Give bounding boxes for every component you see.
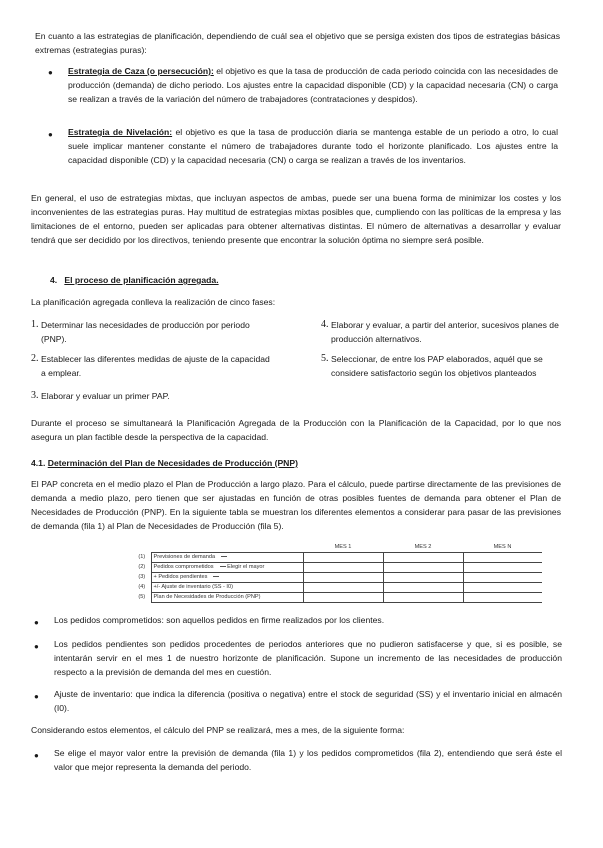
table-cell <box>303 573 383 583</box>
bracket-mark-icon <box>220 566 226 567</box>
phase-number: 2. <box>31 353 39 364</box>
table-header-row <box>133 543 542 553</box>
phase-number: 1. <box>31 319 39 330</box>
bracket-mark-icon <box>213 576 219 577</box>
pnp-table <box>133 543 542 603</box>
bracket-mark-icon <box>221 556 227 557</box>
phase-text: Determinar las necesidades de producción por periodo (PNP). <box>41 320 250 344</box>
table-cell <box>303 583 383 593</box>
bullet-icon: ● <box>34 692 39 701</box>
table-cell <box>303 593 383 603</box>
phase-number: 3. <box>31 390 39 401</box>
row-number: (5) <box>133 593 151 603</box>
phase-text: Establecer las diferentes medidas de ajuste de la capacidad a emplear. <box>41 354 270 378</box>
bullet-icon: ● <box>34 618 39 627</box>
table-row <box>133 573 542 583</box>
def-item: Los pedidos comprometidos: son aquellos pedidos en firme realizados por los clientes. <box>54 615 385 625</box>
table-row <box>133 583 542 593</box>
section-4-number: 4. <box>50 275 58 285</box>
row-label: + Pedidos pendientes <box>151 573 303 583</box>
bullet-icon: ● <box>48 130 53 139</box>
table-header-cell: MES 2 <box>414 544 432 551</box>
row-label: Previsiones de demanda <box>151 553 303 563</box>
strategy-caza-text: el objetivo es que la tasa de producción de cada periodo coincida con las necesidades de producción (demanda) de dicho periodo. Los ajustes entre la capacidad disponible (CD) y la capacidad necesaria (CN) o carga se realizan a través de la variación del número de trabajadores (contrataciones y despidos). <box>68 66 558 104</box>
def-item: Los pedidos pendientes son pedidos procedentes de periodos anteriores que no pudieron satisfacerse y que, si es posible, se intentarán servir en el mes 1 de nuestro horizonte de planificación. Supone un incremento de las necesidades de producción respecto a la previsión de demanda del mes en cuestión. <box>54 639 562 677</box>
phase-text: Seleccionar, de entre los PAP elaborados, aquél que se considere satisfactorio según los objetivos planteados <box>331 354 543 378</box>
table-cell <box>303 563 383 573</box>
phase-text: Elaborar y evaluar un primer PAP. <box>41 391 170 401</box>
phase-number: 5. <box>321 353 329 364</box>
table-header-cell: MES N <box>493 544 512 551</box>
pnp-paragraph: El PAP concreta en el medio plazo el Plan de Producción a largo plazo. Para el cálculo, puede partirse directamente de las previsiones de demanda a medio plazo, pero tienen que ser ajustadas en función de otras posibles fuentes de demanda para obtener el Plan de Necesidades de Producción (PNP). En la siguiente tabla se muestran los diferentes elementos a considerar para pasar de las previsiones de demanda (fila 1) al Plan de Necesidades de Producción (fila 5). <box>31 479 561 531</box>
row-label: Pedidos comprometidos Elegir el mayor <box>151 563 303 573</box>
table-cell <box>383 583 463 593</box>
table-cell <box>463 583 542 593</box>
table-cell <box>383 593 463 603</box>
table-cell <box>463 563 542 573</box>
table-cell <box>303 553 383 563</box>
row-label: Plan de Necesidades de Producción (PNP) <box>151 593 303 603</box>
strategy-nivelacion-term: Estrategia de Nivelación: <box>68 127 173 137</box>
table-cell <box>463 573 542 583</box>
row-number: (2) <box>133 563 151 573</box>
strategy-nivelacion <box>68 126 558 168</box>
table-cell <box>383 573 463 583</box>
strategy-nivelacion-text: el objetivo es que la tasa de producción diaria se mantenga estable de un periodo a otro, lo cual suele implicar mantener constante el número de trabajadores durante todo el horizonte planificado. Los ajustes entre la capacidad disponible (CD) y la capacidad necesaria (CN) o carga se realizan a través de los inventarios. <box>68 127 558 165</box>
row-number: (3) <box>133 573 151 583</box>
table-header-cell: MES 1 <box>334 544 352 551</box>
def-item: Ajuste de inventario: que indica la diferencia (positiva o negativa) entre el stock de seguridad (SS) y el inventario inicial en almacén (I0). <box>54 689 562 713</box>
phase-number: 4. <box>321 319 329 330</box>
intro-paragraph: En cuanto a las estrategias de planificación, dependiendo de cuál sea el objetivo que se persiga existen dos tipos de estrategias básicas extremas (estrategias puras): <box>35 31 560 55</box>
strategy-caza-term: Estrategia de Caza (o persecución): <box>68 66 214 76</box>
parallel-paragraph: Durante el proceso se simultaneará la Planificación Agregada de la Producción con la Planificación de la Capacidad, por lo que nos asegura un plan factible desde la perspectiva de la capacidad. <box>31 418 561 442</box>
table-cell <box>463 593 542 603</box>
table-cell <box>463 553 542 563</box>
phase-text: Elaborar y evaluar, a partir del anterior, sucesivos planes de producción alternativos. <box>331 320 559 344</box>
general-paragraph: En general, el uso de estrategias mixtas, que incluyan aspectos de ambas, puede ser una buena forma de minimizar los costes y los inconvenientes de las estrategias puras. Hay multitud de estrategias mixtas posibles que, cumpliendo con las políticas de la empresa y las limitaciones de el entorno, pueden ser aplicadas para obtener alternativas distintas. El número de alternativas a desarrollar y evaluar tendrá que ser decidido por los directivos, teniendo presente que encontrar la solución óptima no siempre será posible. <box>31 193 561 245</box>
table-cell <box>383 563 463 573</box>
calc-item: Se elige el mayor valor entre la previsión de demanda (fila 1) y los pedidos comprometidos (fila 2), entendiendo que será éste el valor que mejor representa la demanda del periodo. <box>54 748 562 772</box>
section-4-title: El proceso de planificación agregada. <box>64 275 219 285</box>
table-row <box>133 593 542 603</box>
table-row <box>133 563 542 573</box>
bullet-icon: ● <box>48 68 53 77</box>
table-cell <box>383 553 463 563</box>
row-note: Elegir el mayor <box>227 564 265 571</box>
row-number: (4) <box>133 583 151 593</box>
section-41-title: Determinación del Plan de Necesidades de Producción (PNP) <box>47 458 298 468</box>
bullet-icon: ● <box>34 751 39 760</box>
row-number: (1) <box>133 553 151 563</box>
strategy-caza <box>68 65 558 107</box>
calc-intro: Considerando estos elementos, el cálculo del PNP se realizará, mes a mes, de la siguiente forma: <box>31 725 405 735</box>
phases-intro: La planificación agregada conlleva la realización de cinco fases: <box>31 297 276 307</box>
section-41-number: 4.1. <box>31 458 46 468</box>
table-row <box>133 553 542 563</box>
bullet-icon: ● <box>34 642 39 651</box>
section-41-heading <box>31 457 298 471</box>
row-label: +/- Ajuste de inventario (SS - I0) <box>151 583 303 593</box>
section-4-heading <box>50 274 219 288</box>
